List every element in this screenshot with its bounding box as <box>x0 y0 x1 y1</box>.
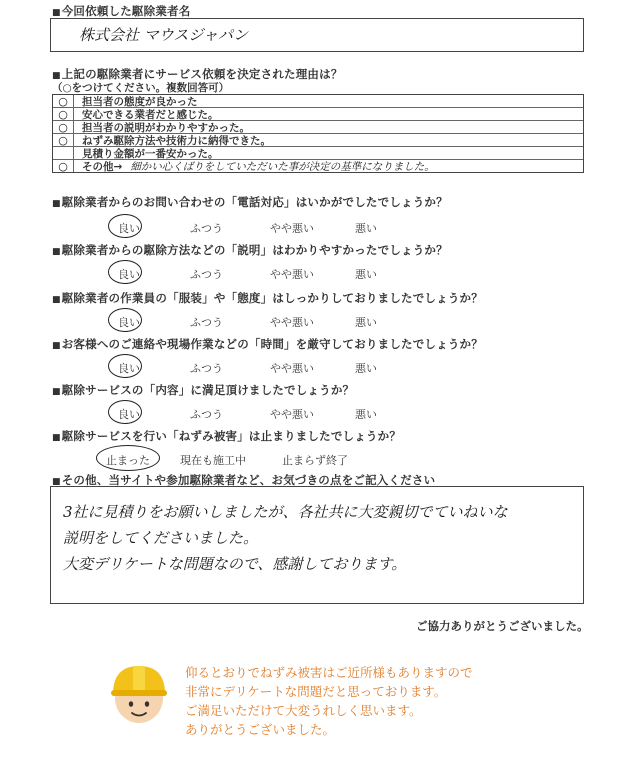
selected-circle <box>108 260 142 284</box>
selected-circle <box>96 445 160 471</box>
response-line: ありがとうございました。 <box>185 722 336 737</box>
response-message <box>185 663 473 739</box>
staff-avatar <box>108 660 170 726</box>
reason-row <box>53 160 583 172</box>
reason-mark: ○ <box>53 160 74 172</box>
option-slightly-bad: やや悪い <box>270 362 314 375</box>
comments-box <box>50 486 584 604</box>
reason-label: 安心できる業者だと感じた。 <box>82 108 219 121</box>
company-name-box <box>50 18 584 52</box>
reason-mark: ○ <box>53 95 74 107</box>
option-bad: 悪い <box>355 362 377 375</box>
option-normal: ふつう <box>190 316 223 329</box>
reason-label: その他→ <box>82 160 123 173</box>
company-name-handwritten: 株式会社 マウスジャパン <box>79 26 249 44</box>
reason-mark: ○ <box>53 121 74 133</box>
reason-label: ねずみ駆除方法や技術力に納得できた。 <box>82 134 271 147</box>
selected-circle <box>108 354 142 378</box>
question-result: ■ 駆除サービスを行い「ねずみ被害」は止まりましたでしょうか？ <box>52 428 401 444</box>
reason-label: 担当者の説明がわかりやすかった。 <box>82 121 250 134</box>
selected-circle <box>108 308 142 332</box>
comment-line: 大変デリケートな問題なので、感謝しております。 <box>63 555 407 573</box>
comment-line: 説明をしてくださいました。 <box>63 529 259 547</box>
option-good: 良い <box>118 222 140 235</box>
selected-circle <box>108 214 142 238</box>
option-normal: ふつう <box>190 362 223 375</box>
reason-mark: ○ <box>53 108 74 120</box>
option-not-stopped: 止まらず終了 <box>282 454 348 467</box>
comment-line: 3社に見積りをお願いしましたが、各社共に大変親切でていねいな <box>63 503 508 521</box>
option-slightly-bad: やや悪い <box>270 222 314 235</box>
option-good: 良い <box>118 316 140 329</box>
option-bad: 悪い <box>355 316 377 329</box>
thanks-text: ご協力ありがとうございました。 <box>416 619 589 633</box>
reason-mark <box>53 147 74 159</box>
option-normal: ふつう <box>190 408 223 421</box>
option-good: 良い <box>118 268 140 281</box>
option-bad: 悪い <box>355 222 377 235</box>
reasons-title: ■ 上記の駆除業者にサービス依頼を決定された理由は？ <box>52 66 343 82</box>
option-in-progress: 現在も施工中 <box>180 454 246 467</box>
question-explanation: ■ 駆除業者からの駆除方法などの「説明」はわかりやすかったでしょうか？ <box>52 242 448 258</box>
option-slightly-bad: やや悪い <box>270 316 314 329</box>
option-bad: 悪い <box>355 408 377 421</box>
reason-label: 見積り金額が一番安かった。 <box>82 147 219 160</box>
reason-other-note: 細かい心くばりをしていただいた事が決定の基準になりました。 <box>130 160 435 173</box>
reasons-instruction: （○をつけてください。複数回答可） <box>52 82 230 94</box>
option-normal: ふつう <box>190 268 223 281</box>
option-normal: ふつう <box>190 222 223 235</box>
option-slightly-bad: やや悪い <box>270 268 314 281</box>
option-stopped: 止まった <box>106 454 150 467</box>
option-slightly-bad: やや悪い <box>270 408 314 421</box>
question-attire: ■ 駆除業者の作業員の「服装」や「態度」はしっかりしておりましたでしょうか？ <box>52 290 483 306</box>
response-line: ご満足いただけて大変うれしく思います。 <box>185 703 422 718</box>
reason-mark: ○ <box>53 134 74 146</box>
response-line: 非常にデリケートな問題だと思っております。 <box>185 684 447 699</box>
option-bad: 悪い <box>355 268 377 281</box>
question-phone: ■ 駆除業者からのお問い合わせの「電話対応」はいかがでしたでしょうか？ <box>52 194 448 210</box>
question-timeliness: ■ お客様へのご連絡や現場作業などの「時間」を厳守しておりましたでしょうか？ <box>52 336 483 352</box>
option-good: 良い <box>118 408 140 421</box>
company-section-title: ■ 今回依頼した駆除業者名 <box>52 3 190 19</box>
staff-face-icon <box>108 660 170 726</box>
option-good: 良い <box>118 362 140 375</box>
question-content: ■ 駆除サービスの「内容」に満足頂けましたでしょうか？ <box>52 382 354 398</box>
reason-label: 担当者の態度が良かった <box>82 95 198 108</box>
selected-circle <box>108 400 142 424</box>
reasons-table <box>52 94 584 173</box>
response-line: 仰るとおりでねずみ被害はご近所様もありますので <box>185 665 473 680</box>
comments-title: ■ その他、当サイトや参加駆除業者など、お気づきの点をご記入ください <box>52 472 435 488</box>
